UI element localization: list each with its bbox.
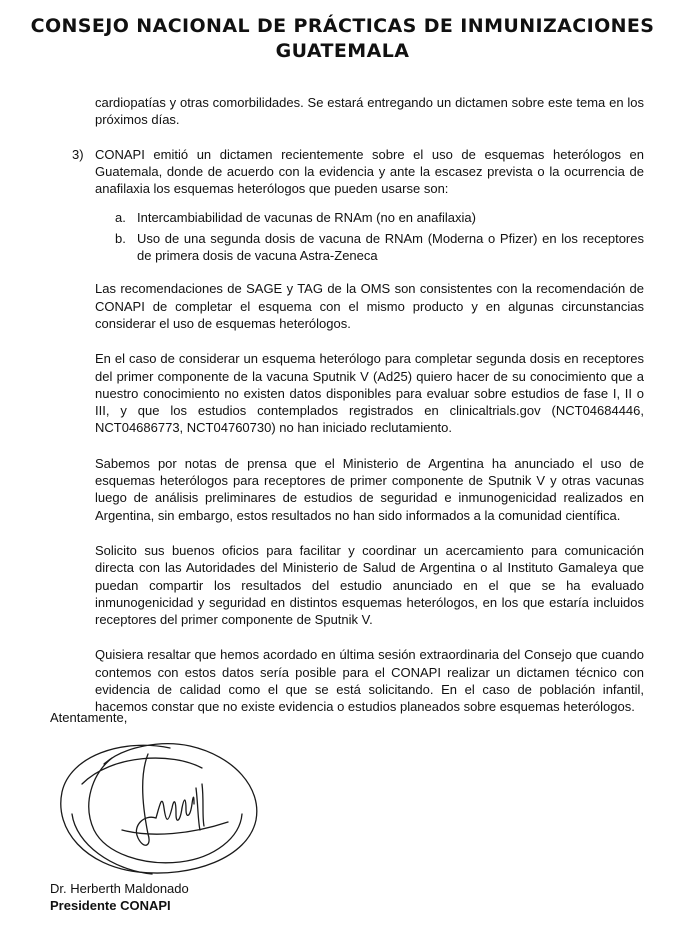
paragraph-request: Solicito sus buenos oficios para facilitar y coordinar un acercamiento para comunicación directa con las Autoridades del Ministerio de Salud de Argentina o al Instituto Gamaleya que puedan compartir los resultados del estudio anunciado en el que se ha evaluado inmunogenicidad y seguridad en distintos esquemas heterólogos, en los que estaría incluidos receptores del primer componente de Sputnik V.	[95, 542, 644, 628]
signer-name: Dr. Herberth Maldonado	[50, 881, 189, 896]
sub-item-text: Intercambiabilidad de vacunas de RNAm (no en anafilaxia)	[137, 210, 476, 226]
paragraph-argentina: Sabemos por notas de prensa que el Ministerio de Argentina ha anunciado el uso de esquemas heterólogos para receptores de primer componente de Sputnik V y otras vacunas luego de análisis preliminares de estudios de seguridad e inmunogenicidad realizados en Argentina, sin embargo, estos resultados no han sido informados a la comunidad científica.	[95, 455, 644, 523]
sub-item-a	[95, 209, 644, 226]
paragraph-closing-note: Quisiera resaltar que hemos acordado en última sesión extraordinaria del Consejo que cuando contemos con estos datos sería posible para el CONAPI realizar un dictamen técnico con evidencia de calidad como el que se está solicitando. En el caso de población infantil, hacemos constar que no existe evidencia o estudios planeados sobre esquemas heterólogos.	[95, 647, 644, 715]
handwritten-signature	[52, 734, 264, 880]
numbered-item-3	[72, 146, 644, 265]
paragraph-continuation: cardiopatías y otras comorbilidades. Se estará entregando un dictamen sobre este tema en los próximos días.	[95, 95, 644, 128]
sub-item-marker: a.	[115, 210, 126, 226]
paragraph-sage: Las recomendaciones de SAGE y TAG de la OMS son consistentes con la recomendación de CONAPI de completar el esquema con el mismo producto y en algunas circunstancias considerar el uso de esquemas heterólogos.	[95, 281, 644, 331]
sub-item-marker: b.	[115, 230, 126, 246]
signer-block	[50, 880, 189, 914]
signer-role: Presidente CONAPI	[50, 898, 171, 913]
header-title: CONSEJO NACIONAL DE PRÁCTICAS DE INMUNIZACIONES	[30, 15, 655, 37]
header-subtitle: GUATEMALA	[275, 40, 410, 62]
salutation: Atentamente,	[50, 710, 128, 725]
document-header	[0, 14, 685, 64]
sub-item-text: Uso de una segunda dosis de vacuna de RNAm (Moderna o Pfizer) en los receptores de primera dosis de vacuna Astra-Zeneca	[137, 230, 644, 264]
sub-item-b	[95, 230, 644, 265]
sub-list	[95, 209, 644, 264]
item-3-text: CONAPI emitió un dictamen recientemente sobre el uso de esquemas heterólogos en Guatemala, donde de acuerdo con la evidencia y ante la escasez prevista o la ocurrencia de anafilaxia los esquemas heterólogos que pueden usarse son:	[95, 146, 644, 197]
item-number: 3)	[72, 146, 84, 162]
paragraph-sputnik: En el caso de considerar un esquema heterólogo para completar segunda dosis en receptores del primer componente de la vacuna Sputnik V (Ad25) quiero hacer de su conocimiento que a nuestro conocimiento no existen datos disponibles para evaluar sobre estudios de fase I, II o III, y que los estudios contemplados registrados en clinicaltrials.gov (NCT04684446, NCT04686773, NCT04760730) no han iniciado reclutamiento.	[95, 351, 644, 436]
